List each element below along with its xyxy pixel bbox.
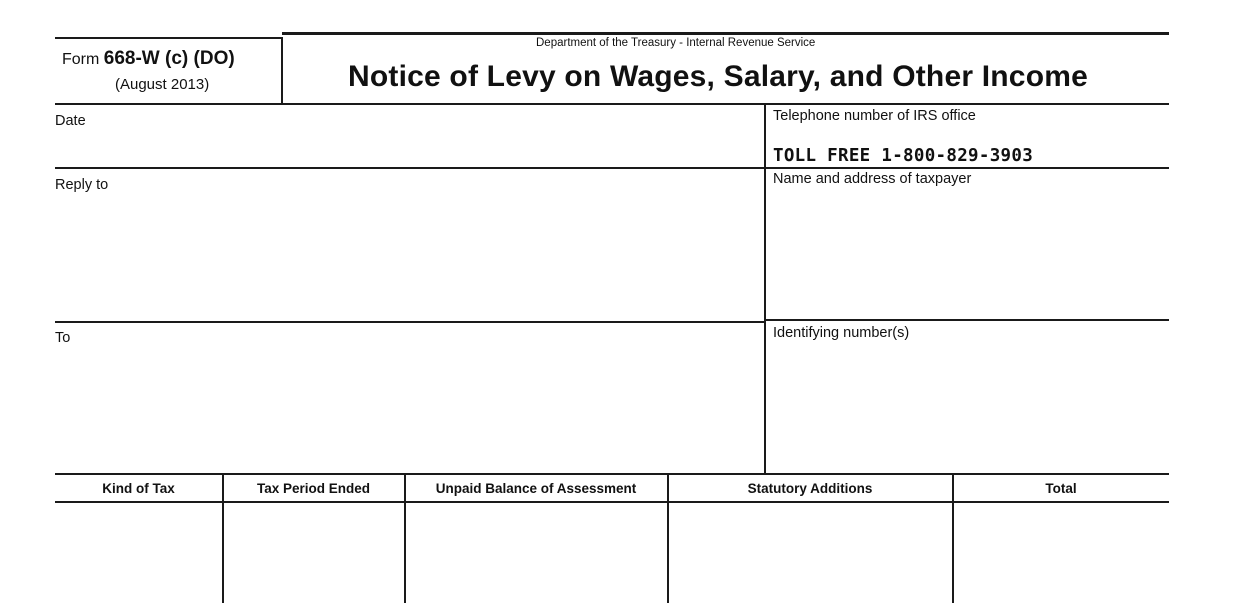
column-divider	[764, 104, 766, 474]
irs-phone-value: TOLL FREE 1-800-829-3903	[773, 146, 1034, 166]
department-name: Department of the Treasury - Internal Revenue Service	[536, 37, 816, 49]
taxpayer-label: Name and address of taxpayer	[773, 171, 972, 187]
to-label: To	[55, 330, 71, 346]
column-header-unpaid-balance: Unpaid Balance of Assessment	[435, 481, 637, 496]
header-bottom-line	[55, 103, 1169, 105]
column-header-kind-of-tax: Kind of Tax	[102, 481, 175, 496]
reply-row-bottom-line-left	[55, 321, 765, 323]
irs-phone-label: Telephone number of IRS office	[773, 108, 976, 124]
form-revision-date: (August 2013)	[115, 76, 210, 93]
identifying-number-label: Identifying number(s)	[773, 325, 910, 341]
table-divider-4	[952, 474, 954, 603]
form-box-top-line	[55, 37, 282, 39]
table-divider-2	[404, 474, 406, 603]
reply-to-label: Reply to	[55, 177, 109, 193]
column-header-statutory-additions: Statutory Additions	[747, 481, 873, 496]
table-divider-3	[667, 474, 669, 603]
column-header-total: Total	[1045, 481, 1077, 496]
page-title: Notice of Levy on Wages, Salary, and Other Income	[348, 60, 1088, 93]
date-label: Date	[55, 113, 86, 129]
form-box-divider	[281, 37, 283, 104]
top-border-line	[282, 32, 1169, 35]
taxpayer-row-bottom-line-right	[764, 319, 1169, 321]
table-divider-1	[222, 474, 224, 603]
column-header-tax-period-ended: Tax Period Ended	[256, 481, 371, 496]
form-number: Form 668-W (c) (DO)	[62, 48, 235, 69]
date-row-bottom-line	[55, 167, 1169, 169]
